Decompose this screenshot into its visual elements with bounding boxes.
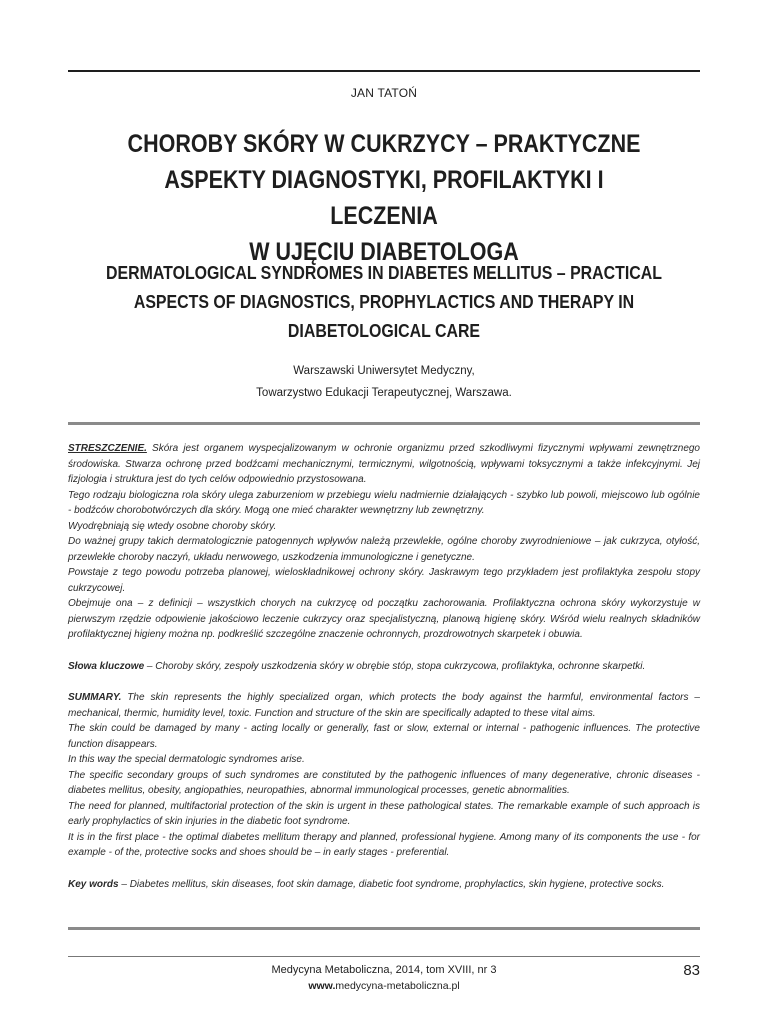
title-english-line-2: ASPECTS OF DIAGNOSTICS, PROPHYLACTICS AND THERAPY IN [133, 291, 635, 312]
affiliation [68, 360, 700, 404]
slowa-kluczowe: Słowa kluczowe – Choroby skóry, zespoły uszkodzenia skóry w obrębie stóp, stopa cukrzycowa, profilaktyka, ochronne skarpetki. [68, 660, 646, 672]
title-polish-line-2: ASPEKTY DIAGNOSTYKI, PROFILAKTYKI I LECZENIA [164, 166, 604, 230]
summary-paragraph-3: In this way the special dermatologic syndromes arise. [68, 754, 305, 765]
summary-paragraph-5: The need for planned, multifactorial protection of the skin is urgent in these pathological states. The remarkable example of such approach is early prophylactics of skin injuries in the diabetic foot syndrome. [68, 800, 700, 827]
streszczenie-paragraph-2: Tego rodzaju biologiczna rola skóry ulega zaburzeniom w przebiegu wielu nadmiernie działających - szybko lub powoli, miejscowo lub ogólnie - bodźców chorobotwórczych dla skóry. Mogą one mieć charakter wewnętrzny lub zewnętrzny. [68, 489, 700, 516]
page-number: 83 [683, 962, 700, 979]
slowa-kluczowe-label: Słowa kluczowe [68, 660, 145, 672]
affiliation-line-2: Towarzystwo Edukacji Terapeutycznej, Warszawa. [256, 387, 512, 399]
summary-label: SUMMARY. [68, 692, 122, 703]
top-rule [68, 70, 700, 72]
footer-journal-citation: Medycyna Metaboliczna, 2014, tom XVIII, nr 3 [271, 964, 497, 976]
key-words-label: Key words [68, 878, 119, 890]
affiliation-line-1: Warszawski Uniwersytet Medyczny, [293, 365, 475, 377]
streszczenie-paragraph-6: Obejmuje ona – z definicji – wszystkich chorych na cukrzycę od początku zachorowania. Profilaktyczna ochrona skóry wykorzystuje w pierwszym rzędzie odpowienie jakościowo leczenie cukrzycy oraz specjalistyczną, planową higienę skóry. Wśród wielu realnych składników profilaktycznej higieny można np. podkreślić szczególne znaczenie ochronnych, prozdrowotnych skarpetek i obuwia. [68, 598, 700, 640]
title-english-line-1: DERMATOLOGICAL SYNDROMES IN DIABETES MELLITUS – PRACTICAL [106, 262, 662, 283]
title-polish-line-1: CHOROBY SKÓRY W CUKRZYCY – PRAKTYCZNE [127, 130, 641, 158]
key-words: Key words – Diabetes mellitus, skin diseases, foot skin damage, diabetic foot syndrome, prophylactics, skin hygiene, protective socks. [68, 878, 665, 890]
streszczenie-paragraph-5: Powstaje z tego powodu potrzeba planowej, wieloskładnikowej ochrony skóry. Jaskrawym tego przykładem jest profilaktyka zespołu stopy cukrzycowej. [68, 567, 700, 594]
streszczenie-paragraph-3: Wyodrębniają się wtedy osobne choroby skóry. [68, 520, 277, 532]
footer-url[interactable]: www.medycyna-metaboliczna.pl [308, 980, 460, 992]
title-english [97, 258, 671, 345]
abstract-top-rule [68, 422, 700, 425]
summary-paragraph-2: The skin could be damaged by many - acting locally or generally, fast or slow, external or internal - pathogenic influences. The protective function disappears. [68, 723, 700, 750]
summary-paragraph-6: It is in the first place - the optimal diabetes mellitum therapy and planned, professional hygiene. Among many of its components the use - for example - of the, protective socks and shoes should be – in early stages - preferential. [68, 831, 700, 858]
streszczenie-paragraph-1: STRESZCZENIE. Skóra jest organem wyspecjalizowanym w ochronie organizmu przed szkodliwymi fizycznymi wpływami zewnętrznego środowiska. Stwarza ochronę przed bodźcami mechanicznymi, termicznymi, wilgotnością, wpływami toksycznymi a także infekcyjnymi. Jej fizjologia i struktura jest do tych celów odpowiednio przystosowana. [68, 443, 700, 485]
title-polish-line-3: W UJĘCIU DIABETOLOGA [249, 238, 519, 266]
streszczenie-label: STRESZCZENIE. [68, 443, 147, 454]
title-english-line-3: DIABETOLOGICAL CARE [287, 320, 481, 341]
author-name: JAN TATOŃ [350, 86, 418, 100]
streszczenie-paragraph-4: Do ważnej grupy takich dermatologicznie patogennych wpływów należą przewlekłe, ogólne choroby zwyrodnieniowe – jak cukrzyca, otyłość, przewlekłe choroby naczyń, układu nerwowego, uszkodzenia immunologiczne i genetyczne. [68, 536, 700, 563]
abstract-box [68, 441, 700, 892]
footer-rule [68, 956, 700, 957]
title-polish [112, 126, 656, 270]
summary-paragraph-1: SUMMARY. The skin represents the highly specialized organ, which protects the body against the harmful, environmental factors – mechanical, thermic, humidity level, toxic. Function and structure of the skin are specifically adapted to these vital aims. [68, 692, 700, 719]
summary-paragraph-4: The specific secondary groups of such syndromes are constituted by the pathogenic influences of many degenerative, chronic diseases - diabetes mellitus, obesity, angiopathies, neuropathies, abnormal immunological processes, genetic abnormalities. [68, 769, 700, 796]
abstract-bottom-rule [68, 927, 700, 930]
